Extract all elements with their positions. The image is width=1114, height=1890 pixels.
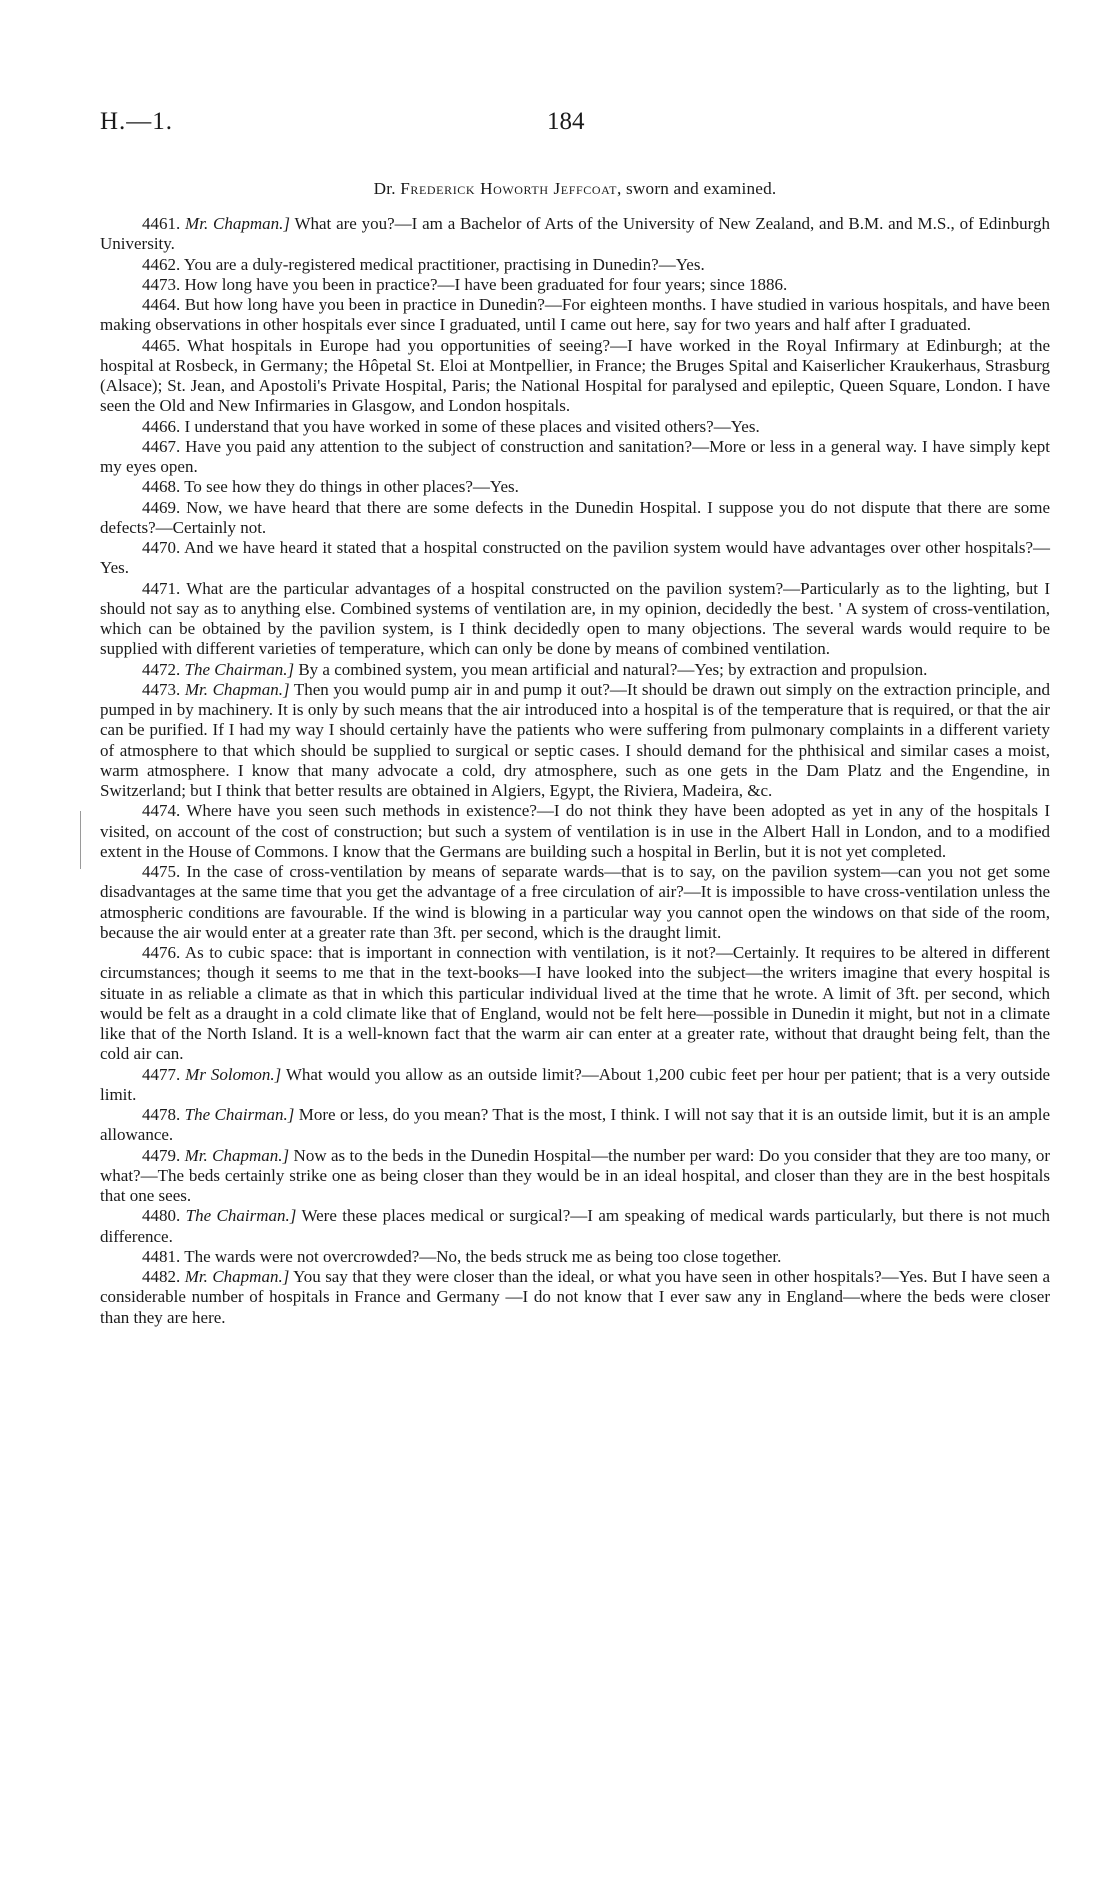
testimony-paragraph	[100, 862, 1050, 943]
paragraph-text: You are a duly-registered medical practitioner, practising in Dunedin?—Yes.	[183, 254, 705, 274]
paragraph-text: How long have you been in practice?—I have been graduated for four years; since 1886.	[184, 274, 788, 294]
paragraph-text: What are you?—I am a Bachelor of Arts of the University of New Zealand, and B.M. and M.S., of Edinburgh University.	[100, 214, 1050, 254]
question-number: 4465.	[142, 335, 181, 355]
testimony-paragraph	[100, 417, 1050, 437]
testimony-paragraph	[100, 660, 1050, 680]
paragraph-text: Were these places medical or surgical?—I am speaking of medical wards particularly, but there is not much difference.	[100, 1206, 1051, 1246]
testimony-paragraph	[100, 801, 1050, 862]
paragraph-text: What are the particular advantages of a hospital constructed on the pavilion system?—Particularly as to the lighting, but I should not say as to anything else. Combined systems of ventilation are, in my opinion, decidedly the best. ' A system of cross-ventilation, which can be obtained by the pavilion system, is I think decidedly open to many objections. The several wards would require to be supplied with different varieties of temperature, which can only be done by means of combined ventilation.	[100, 578, 1050, 659]
question-number: 4461.	[142, 214, 181, 233]
testimony-paragraph	[100, 579, 1050, 660]
testimony-body	[100, 214, 1050, 1328]
paragraph-text: But how long have you been in practice in Dunedin?—For eighteen months. I have studied in various hospitals, and have been making observations in other hospitals ever since I graduated, until I came out here, say for two years and half after I graduated.	[100, 295, 1051, 335]
question-number: 4468.	[142, 477, 181, 497]
question-number: 4475.	[142, 862, 181, 881]
witness-suffix: , sworn and examined.	[617, 179, 777, 198]
question-number: 4466.	[142, 416, 181, 436]
question-number: 4474.	[142, 801, 181, 821]
speaker: Mr Solomon.]	[185, 1064, 282, 1084]
speaker: Mr. Chapman.]	[184, 679, 290, 699]
question-number: 4473.	[142, 679, 181, 699]
document-reference: H.—1.	[100, 108, 174, 135]
paragraph-text: In the case of cross-ventilation by means of separate wards—that is to say, on the pavilion system—can you not get some disadvantages at the same time that you get the advantage of a free circulation of air?—It is impossible to have cross-ventilation unless the atmospheric conditions are favourable. If the wind is blowing in a particular way you cannot open the windows on that side of the room, because the air would enter at a greater rate than 3ft. per second, which is the draught limit.	[100, 862, 1050, 942]
question-number: 4469.	[142, 497, 181, 517]
paragraph-text: Now, we have heard that there are some defects in the Dunedin Hospital. I suppose you do not dispute that there are some defects?—Certainly not.	[100, 497, 1050, 537]
testimony-paragraph	[100, 255, 1050, 275]
question-number: 4478.	[142, 1105, 181, 1124]
paragraph-text: Then you would pump air in and pump it out?—It should be drawn out simply on the extraction principle, and pumped in by machinery. It is only by such means that the air introduced into a hospital is of the temperature that is required, or that the air can be purified. If I had my way I should certainly have the patients who were suffering from pulmonary complaints in a different variety of atmosphere to that which should be supplied to surgical or septic cases. I should demand for the phthisical and similar cases a moist, warm atmosphere. I know that many advocate a cold, dry atmosphere, such as one gets in the Dam Platz and the Engendine, in Switzerland; but I think that better results are obtained in Algiers, Egypt, the Riviera, Madeira, &c.	[100, 679, 1050, 800]
question-number: 4472.	[142, 659, 181, 679]
testimony-paragraph	[100, 477, 1050, 497]
speaker: The Chairman.]	[184, 659, 295, 679]
paragraph-text: The wards were not overcrowded?—No, the beds struck me as being too close together.	[184, 1246, 782, 1266]
question-number: 4467.	[142, 436, 181, 456]
page-number: 184	[547, 108, 585, 135]
speaker: The Chairman.]	[184, 1105, 295, 1124]
margin-rule	[80, 811, 81, 869]
testimony-paragraph	[100, 538, 1050, 579]
question-number: 4481.	[142, 1246, 181, 1266]
question-number: 4470.	[142, 538, 181, 557]
paragraph-text: You say that they were closer than the ideal, or what you have seen in other hospitals?—Yes. But I have seen a considerable number of hospitals in France and Germany —I do not know that I ever saw any in England—where the beds were closer than they are here.	[100, 1267, 1051, 1327]
testimony-paragraph	[100, 1247, 1050, 1267]
witness-name: Frederick Howorth Jeffcoat	[400, 179, 618, 198]
question-number: 4464.	[142, 295, 181, 314]
paragraph-text: What hospitals in Europe had you opportunities of seeing?—I have worked in the Royal Infirmary at Edinburgh; at the hospital at Rosbeck, in Germany; the Hôpetal St. Eloi at Montpellier, in France; the Bruges Spital and Kaiserlicher Kraukerhaus, Strasburg (Alsace); St. Jean, and Apostoli's Private Hospital, Paris; the National Hospital for paralysed and epileptic, Queen Square, London. I have seen the Old and New Infirmaries in Glasgow, and London hospitals.	[100, 335, 1050, 416]
paragraph-text: What would you allow as an outside limit?—About 1,200 cubic feet per hour per patient; that is a very outside limit.	[100, 1064, 1050, 1104]
testimony-paragraph	[100, 214, 1050, 255]
paragraph-text: As to cubic space: that is important in connection with ventilation, is it not?—Certainly. It requires to be altered in different circumstances; though it seems to me that in the text-books—I have looked into the subject—the writers imagine that every hospital is situate in as reliable a climate as that in which this particular individual lived at the time that he wrote. A limit of 3ft. per second, which would be felt as a draught in a cold climate like that of England, would not be felt here—possible in Dunedin it might, but not in a climate like that of the North Island. It is a well-known fact that the warm air can enter at a greater rate, without that draught being felt, than the cold air can.	[100, 943, 1050, 1064]
testimony-paragraph	[100, 437, 1050, 478]
testimony-paragraph	[100, 498, 1050, 539]
testimony-paragraph	[100, 275, 1050, 295]
testimony-paragraph	[100, 1267, 1050, 1328]
testimony-paragraph	[100, 943, 1050, 1065]
speaker: Mr. Chapman.]	[184, 1145, 290, 1165]
testimony-paragraph	[100, 1105, 1050, 1146]
testimony-paragraph	[100, 295, 1050, 336]
witness-prefix: Dr.	[373, 179, 401, 198]
question-number: 4462.	[142, 254, 181, 274]
paragraph-text: Where have you seen such methods in existence?—I do not think they have been adopted as yet in any of the hospitals I visited, on account of the cost of construction; but such a system of ventilation is in use in the Albert Hall in London, and to a modified extent in the House of Commons. I know that the Germans are building such a hospital in Berlin, but it is not yet completed.	[100, 801, 1050, 861]
paragraph-text: More or less, do you mean? That is the most, I think. I will not say that it is an outside limit, but it is an ample allowance.	[100, 1105, 1050, 1145]
testimony-paragraph	[100, 1065, 1050, 1106]
question-number: 4471.	[142, 578, 181, 598]
speaker: Mr. Chapman.]	[184, 1267, 290, 1286]
speaker: The Chairman.]	[185, 1206, 297, 1226]
paragraph-text: I understand that you have worked in some of these places and visited others?—Yes.	[184, 416, 760, 436]
page-header	[100, 108, 1050, 148]
paragraph-text: Have you paid any attention to the subject of construction and sanitation?—More or less in a general way. I have simply kept my eyes open.	[100, 436, 1050, 476]
paragraph-text: And we have heard it stated that a hospital constructed on the pavilion system would have advantages over other hospitals?—Yes.	[100, 538, 1050, 578]
testimony-paragraph	[100, 1206, 1050, 1247]
question-number: 4473.	[142, 274, 181, 294]
question-number: 4476.	[142, 943, 181, 962]
question-number: 4477.	[142, 1064, 181, 1084]
question-number: 4482.	[142, 1267, 181, 1286]
paragraph-text: By a combined system, you mean artificial and natural?—Yes; by extraction and propulsion.	[298, 659, 928, 679]
question-number: 4480.	[142, 1206, 181, 1226]
paragraph-text: Now as to the beds in the Dunedin Hospital—the number per ward: Do you consider that they are too many, or what?—The beds certainly strike one as being closer than they would be in an ideal hospital, and closer than they are in the best hospitals that one sees.	[100, 1145, 1051, 1205]
paragraph-text: To see how they do things in other places?—Yes.	[184, 477, 519, 497]
witness-heading	[100, 179, 1050, 199]
testimony-paragraph	[100, 680, 1050, 802]
question-number: 4479.	[142, 1145, 181, 1165]
testimony-paragraph	[100, 1146, 1050, 1207]
speaker: Mr. Chapman.]	[185, 214, 290, 233]
testimony-paragraph	[100, 336, 1050, 417]
